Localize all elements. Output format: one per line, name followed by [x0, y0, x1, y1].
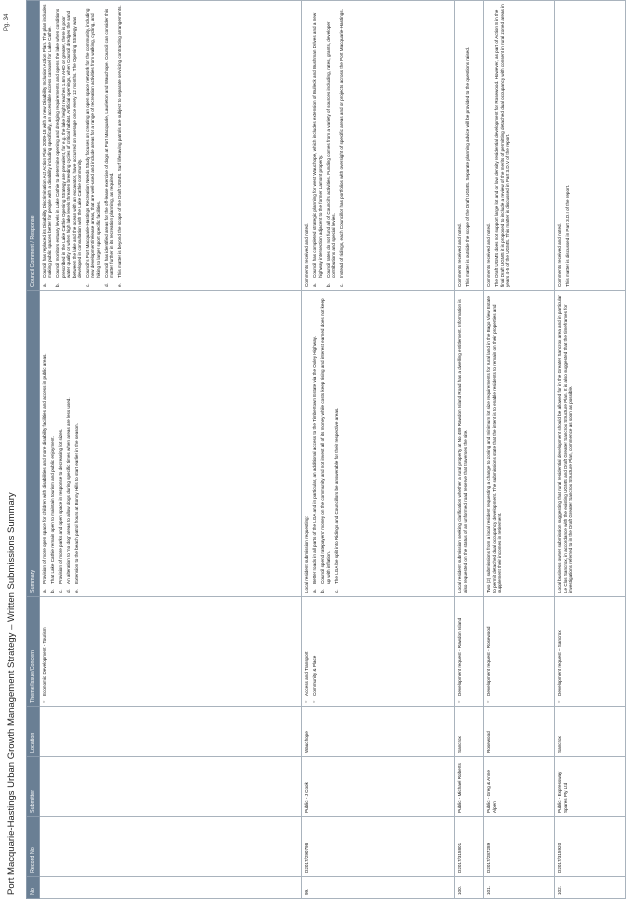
item-letter: d. [103, 283, 109, 287]
summary-text: Local business owner submission suggesting that rural residential development should be allowed for in the Greater Sancrox area and in particular Le Clos Sancrox, in accordance with the existing UGMS and Draft Greater Sancrox Structure Plan. It is also suggested that the timeframes for investigations referred to in the Draft Greater Sancrox Structure Plan, commence as soon as possible. [557, 295, 574, 593]
cell-submitter: Public - Greg & Anne Alpen [484, 757, 555, 817]
theme-item: ○ Development request - Rosewood [486, 600, 491, 696]
summary-item [320, 294, 331, 593]
item-text: The LGA be split into Ridings and Councillors be answerable for their respective areas. [333, 407, 339, 584]
response-item [339, 4, 345, 287]
item-letter: c. [85, 283, 91, 287]
cell-location: Sancrox [455, 707, 484, 757]
cell-response [40, 1, 302, 291]
item-text: Instead of ridings, each Councillor has portfolios with oversight of specific areas and or projects across the Port Macquarie-Hastings. [339, 9, 345, 278]
response-item [55, 4, 83, 287]
item-letter: a. [42, 589, 47, 593]
response-item [312, 4, 323, 287]
item-text: Council has completed strategic planning for west Wauchope, which includes extension of Bulleck and Bushman Drives and a new highway intersection adjacent to the former Lamont property. [312, 12, 323, 278]
item-letter: b. [55, 283, 61, 287]
item-text: Extension to the beach patrol hours at Bonny Hills to start earlier in the season. [74, 423, 79, 584]
header-record-no: Record No [27, 817, 40, 877]
item-text: Council rates do not fund all of Council's activities. Funding comes from a variety of sources including, rates, grants, developer contributions and special levies. [325, 21, 337, 278]
item-letter: a. [312, 283, 318, 287]
summary-intro: Local resident submission requesting: [304, 516, 310, 593]
cell-record-no [40, 817, 302, 877]
cell-record-no: D2017/315801 [455, 817, 484, 877]
response-paragraph: Comments received and noted. [486, 223, 492, 287]
item-text: This matter is beyond the scope of the Draft UGMS. Surf lifesaving patrols are subject to separate servicing contracting arrangements. [117, 5, 123, 278]
cell-location: Rosewood [484, 707, 555, 757]
cell-no: 100. [455, 877, 484, 899]
summary-item [58, 294, 63, 593]
item-letter: e. [74, 589, 79, 593]
table-row [302, 1, 455, 899]
item-letter: c. [339, 283, 345, 287]
response-item [117, 4, 123, 287]
response-paragraph: The Draft UGMS does not support large lot and or low density residential development for Rosewood. However, as part of Action 8 in the final Draft UGMS it is proposed to include a review of the merits of permitting detached dual occupancy with consent in rural zoned areas in years 4-5 of the UGMS. This matter is discussed in Part 3.D.V of the report. [494, 4, 511, 287]
item-text: Council spend ratepayers' money on the community and not invest all of its money while costs keep rising and interest earned does not keep up with inflation. [320, 298, 331, 584]
header-summary: Summary [27, 291, 40, 597]
item-text: That Lake Cathie remain open to maintain tourism and public enjoyment. [50, 436, 55, 584]
page-number: Pg. 34 [4, 13, 10, 31]
item-letter: c. [333, 589, 339, 593]
cell-theme [484, 597, 555, 707]
item-text: Council has identified areas for the off-lease exercise of dogs at Port Macquarie, Laurieton and Wauchope. Council can consider this matter further in its recreation planning, as required. [103, 8, 115, 278]
cell-no [40, 877, 302, 899]
response-item [103, 4, 115, 287]
theme-item: ○ Development request - Rawdon Island [457, 600, 462, 696]
theme-item: ○ Development request – Sancrox [557, 600, 562, 696]
cell-summary [484, 291, 555, 597]
response-paragraph: This matter is outside the scope of the Draft UGMS. Separate planning advice will be provided to the questions raised. [465, 46, 471, 287]
item-letter: b. [320, 589, 326, 593]
table-row [455, 1, 484, 899]
item-text: Council's Port Macquarie-Hastings Recreation Needs Study focuses on creating an open space network for the community, including new development/release areas, that are well-used and include areas for a range of recreation activities from walking, cycling, and hiking to larger sport specific facilities. [85, 8, 101, 278]
item-text: An alteration to 'no dog' areas to allow dogs during specific times when areas are less used. [66, 397, 71, 584]
item-text: Provision of more parks and open space in response to decreasing lot sizes. [58, 428, 63, 584]
cell-location: Wauchope [302, 707, 455, 757]
item-letter: a. [312, 589, 318, 593]
cell-theme [555, 597, 626, 707]
item-text: Council monitors estuary levels in Lake Cathie to determine opening and dredging requirements and opens the lake when conditions prescribed in the Lake Cathie Opening Strategy are prevalent, for e.g. the lake height reaches 1.6m AHD or greater, there is poor water quality or when high lake levels threaten breeding cycles of critical habitat. Artificial openings, when Council dredges the sand between the lake and the ocean with an excavator, have occurred on average once every 12 months. The Opening Strategy was developed in consultation with the Lake Cathie community. [55, 8, 83, 278]
summary-item [50, 294, 55, 593]
cell-response [455, 1, 484, 291]
item-letter: b. [325, 283, 331, 287]
item-text: Better roads in all parts of the LGA and in particular, an additional access to the Timbertown Estate via the Oxley Highway. [312, 336, 318, 584]
response-paragraph: Comments received and noted. [457, 223, 463, 287]
header-response: Council Comment / Response [27, 1, 40, 291]
cell-response [484, 1, 555, 291]
summary-item [74, 294, 79, 593]
cell-theme [302, 597, 455, 707]
cell-submitter [40, 757, 302, 817]
summary-text: Local resident submission seeking clarification whether a rural property at No 489 Rawdon Island Road has a dwelling entitlement. Information is also requested on the status of an unformed road reserve that traverses the site. [457, 299, 468, 593]
cell-record-no: D2017/287289 [484, 817, 555, 877]
response-item [85, 4, 101, 287]
header-no: No [27, 877, 40, 899]
cell-location [40, 707, 302, 757]
table-header-row [27, 1, 40, 899]
header-submitter: Submitter [27, 757, 40, 817]
table-row [555, 1, 626, 899]
cell-summary [40, 291, 302, 597]
response-paragraph: This matter is discussed in Part 3.D.I of the report. [565, 184, 571, 287]
document-title: Port Macquarie-Hastings Urban Growth Management Strategy – Written Submissions Summary [6, 492, 17, 895]
cell-response [302, 1, 455, 291]
cell-no: 102. [555, 877, 626, 899]
response-paragraph: Comments received and noted. [557, 223, 563, 287]
cell-summary [302, 291, 455, 597]
summary-item [42, 294, 47, 593]
summary-item [333, 294, 339, 593]
item-letter: d. [66, 589, 71, 593]
response-item [325, 4, 337, 287]
theme-item: ○ Economic Development - Tourism [42, 600, 47, 696]
item-text: Provision of more open space for children with disabilities and more disability facilities and access in public areas. [42, 353, 47, 584]
table-row [40, 1, 302, 899]
cell-location: Sancrox [555, 707, 626, 757]
item-text: Council has replaced its Disability Discrimination Act Action Plan 2009-18 with a new Disability Inclusion Action Plan. The plan includes making public spaces better for people with a disability including specifically, an accessible access carousel for Lake Cathie. [42, 4, 53, 278]
theme-item: ○ Access and Transport [304, 600, 309, 696]
response-intro: Comments received and noted. [304, 223, 310, 287]
summary-item [66, 294, 71, 593]
cell-submitter: Public - Michael Roberts [455, 757, 484, 817]
item-letter: c. [58, 589, 63, 593]
item-letter: b. [50, 589, 55, 593]
cell-theme [455, 597, 484, 707]
theme-item: ○ Community & Place [312, 600, 317, 696]
cell-theme [40, 597, 302, 707]
cell-summary [455, 291, 484, 597]
item-letter: e. [117, 283, 123, 287]
cell-record-no: D2017/315920 [555, 817, 626, 877]
header-theme: Theme/Issue/Concern [27, 597, 40, 707]
summary-item [312, 294, 318, 593]
header-location: Location [27, 707, 40, 757]
submissions-table [26, 0, 626, 899]
cell-response [555, 1, 626, 291]
table-row [484, 1, 555, 899]
summary-text: Two (2) submissions from a local resident requesting a change to zoning and minimum lot size requirements for rural land in the Bago View Estate to permit detached dual occupancy development. The submissions state that the intent is to enable residents to remain on their properties and supplement their incomes in retirement. [486, 296, 503, 593]
cell-no: 99. [302, 877, 455, 899]
cell-summary [555, 291, 626, 597]
cell-no: 101. [484, 877, 555, 899]
cell-submitter: Public - J Cook [302, 757, 455, 817]
item-letter: a. [42, 283, 47, 287]
cell-submitter: Public - Expressway Spares Pty Ltd [555, 757, 626, 817]
cell-record-no: D2017/290798 [302, 817, 455, 877]
response-item [42, 4, 53, 287]
